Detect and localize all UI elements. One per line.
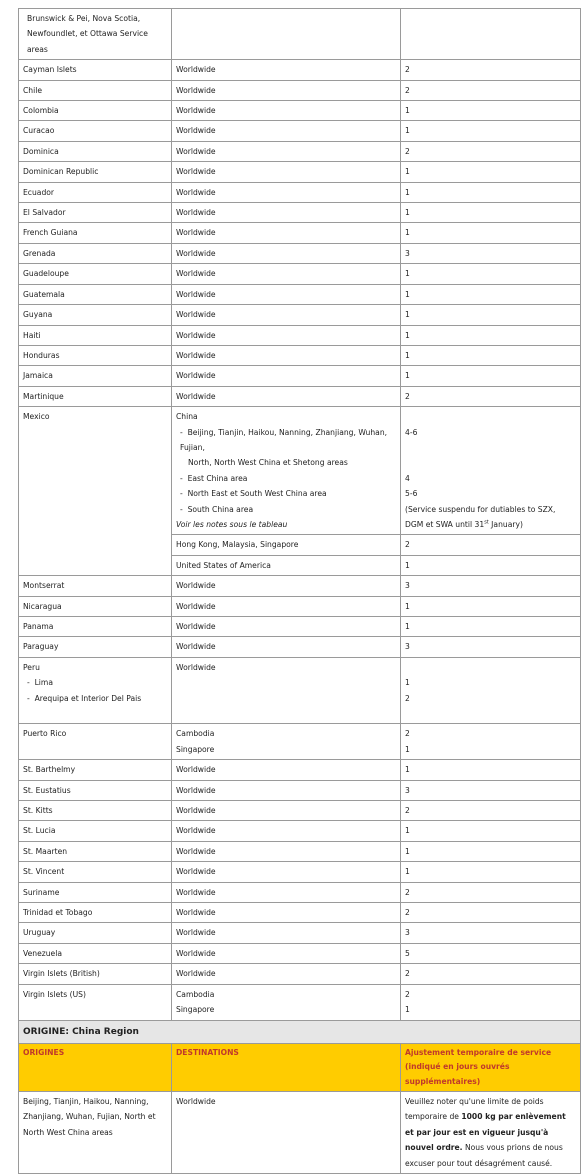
value-cell: 1 <box>401 121 581 141</box>
header-row <box>19 1043 581 1092</box>
destination-cell: Hong Kong, Malaysia, Singapore <box>172 535 401 555</box>
origin-cell: St. Kitts <box>19 801 172 821</box>
origin-cell <box>19 407 172 576</box>
origin-cell: Montserrat <box>19 576 172 596</box>
value-cell: 2 <box>401 535 581 555</box>
value-cell: 1 <box>401 596 581 616</box>
table-row <box>19 182 581 202</box>
destination-cell: Worldwide <box>172 780 401 800</box>
value-cell: 1 <box>401 162 581 182</box>
list-item <box>176 425 396 456</box>
destination-cell <box>172 9 401 60</box>
value-cell: 2 <box>401 80 581 100</box>
region-title: ORIGINE: China Region <box>19 1020 581 1043</box>
table-row <box>19 203 581 223</box>
table-row <box>19 101 581 121</box>
value-cell: 1 <box>401 821 581 841</box>
list-item <box>176 486 396 501</box>
table-row-china <box>19 1092 581 1174</box>
origin-cell: Paraguay <box>19 637 172 657</box>
value-cell: 3 <box>401 780 581 800</box>
value-cell: 1 <box>401 284 581 304</box>
table-row <box>19 801 581 821</box>
spacer <box>405 409 576 424</box>
table-row-virgin-us <box>19 984 581 1020</box>
cell-line: Peru <box>23 662 40 672</box>
list-item-text: North East et South West China area <box>187 489 327 499</box>
destination-cell: Worldwide <box>172 243 401 263</box>
origin-cell: Virgin Islets (British) <box>19 964 172 984</box>
destination-cell: Worldwide <box>172 576 401 596</box>
value-cell: 1 <box>401 345 581 365</box>
cell-line: China <box>176 412 198 422</box>
destination-cell: Worldwide <box>172 596 401 616</box>
origin-cell: Panama <box>19 617 172 637</box>
list-item <box>23 675 167 690</box>
origin-cell <box>19 9 172 60</box>
destination-cell: Worldwide <box>172 264 401 284</box>
origin-cell: St. Barthelmy <box>19 760 172 780</box>
destination-cell: Worldwide <box>172 821 401 841</box>
list-item-text: Lima <box>34 678 53 688</box>
table-row <box>19 80 581 100</box>
table-row <box>19 964 581 984</box>
value-cell: 1 <box>401 203 581 223</box>
table-row <box>19 821 581 841</box>
table-row <box>19 862 581 882</box>
value-cell: 3 <box>401 576 581 596</box>
origin-cell: Haiti <box>19 325 172 345</box>
table-row <box>19 9 581 60</box>
destination-cell: Worldwide <box>172 80 401 100</box>
table-row <box>19 305 581 325</box>
origin-cell: Jamaica <box>19 366 172 386</box>
list-item <box>176 471 396 486</box>
list-item-text: Beijing, Tianjin, Haikou, Nanning, Zhanjiang, Wuhan, Fujian, <box>180 427 388 452</box>
dash-marker: - <box>180 427 188 437</box>
list-item <box>176 502 396 517</box>
cell-line: Cambodia <box>176 989 215 999</box>
value-cell: 1 <box>401 555 581 575</box>
destination-cell: Worldwide <box>172 801 401 821</box>
origin-cell: St. Lucia <box>19 821 172 841</box>
destination-cell: Worldwide <box>172 964 401 984</box>
cell-line: Voir les notes sous le tableau <box>176 519 288 529</box>
value-cell: 1 <box>401 325 581 345</box>
value-cell <box>401 984 581 1020</box>
list-item-text: East China area <box>187 473 248 483</box>
value-cell: 3 <box>401 243 581 263</box>
value-cell: 2 <box>401 964 581 984</box>
destination-cell: Worldwide <box>172 657 401 724</box>
origin-line: Brunswick & Pei, Nova Scotia, <box>27 14 141 23</box>
destination-cell: Worldwide <box>172 101 401 121</box>
destination-cell: Worldwide <box>172 943 401 963</box>
value-cell: 1 <box>401 223 581 243</box>
destination-cell <box>172 724 401 760</box>
destination-cell: Worldwide <box>172 325 401 345</box>
origin-cell: Venezuela <box>19 943 172 963</box>
destination-cell: Worldwide <box>172 182 401 202</box>
table-row <box>19 223 581 243</box>
origin-cell: Suriname <box>19 882 172 902</box>
table-row <box>19 121 581 141</box>
table-row <box>19 923 581 943</box>
table-row <box>19 637 581 657</box>
value-cell: 2 <box>401 386 581 406</box>
destination-cell: Worldwide <box>172 60 401 80</box>
origin-cell: Trinidad et Tobago <box>19 903 172 923</box>
spacer <box>405 455 576 470</box>
cell-line: Singapore <box>176 1005 215 1015</box>
note-text: DGM et SWA until 31 <box>405 519 485 529</box>
destination-cell: Worldwide <box>172 637 401 657</box>
destination-cell: Worldwide <box>172 923 401 943</box>
destination-cell: Worldwide <box>172 141 401 161</box>
value-cell: 2 <box>401 882 581 902</box>
origin-cell: St. Maarten <box>19 841 172 861</box>
origin-cell: Martinique <box>19 386 172 406</box>
cell-line <box>405 517 576 532</box>
cell-line: North, North West China et Shetong areas <box>188 458 348 468</box>
cell-line: 2 <box>405 989 410 999</box>
note-sup: st <box>484 519 489 526</box>
origin-cell: St. Eustatius <box>19 780 172 800</box>
cell-line: 1 <box>405 678 410 688</box>
table-row-peru <box>19 657 581 724</box>
destination-cell: Worldwide <box>172 841 401 861</box>
cell-line: Mexico <box>23 412 50 422</box>
origin-cell: French Guiana <box>19 223 172 243</box>
value-cell: 1 <box>401 264 581 284</box>
destination-cell: Worldwide <box>172 284 401 304</box>
region-row <box>19 1020 581 1043</box>
value-cell: 3 <box>401 923 581 943</box>
origin-cell: Grenada <box>19 243 172 263</box>
destination-cell: Worldwide <box>172 862 401 882</box>
value-cell: 2 <box>401 141 581 161</box>
table-row <box>19 903 581 923</box>
cell-line: 4-6 <box>405 427 418 437</box>
destination-cell: Worldwide <box>172 760 401 780</box>
origin-cell: El Salvador <box>19 203 172 223</box>
notice-text: Veuillez noter qu'une limite de poids temporaire de <box>405 1097 544 1122</box>
table-row <box>19 596 581 616</box>
origin-cell: Dominica <box>19 141 172 161</box>
destination-cell <box>172 984 401 1020</box>
header-origins: ORIGINES <box>19 1043 172 1092</box>
destination-cell: Worldwide <box>172 162 401 182</box>
table-row <box>19 243 581 263</box>
cell-line: Cambodia <box>176 729 215 739</box>
value-cell: 2 <box>401 903 581 923</box>
destination-cell: Worldwide <box>172 1092 401 1174</box>
destination-cell: Worldwide <box>172 305 401 325</box>
value-cell: 3 <box>401 637 581 657</box>
spacer <box>23 706 167 721</box>
cell-line: 1 <box>405 1005 410 1015</box>
value-cell <box>401 407 581 535</box>
value-cell: 1 <box>401 760 581 780</box>
cell-line: 1 <box>405 744 410 754</box>
header-destinations: DESTINATIONS <box>172 1043 401 1092</box>
dash-marker: - <box>27 678 35 688</box>
table-row <box>19 760 581 780</box>
note-text: January) <box>488 519 523 529</box>
origin-cell: Guyana <box>19 305 172 325</box>
destination-cell: Worldwide <box>172 203 401 223</box>
list-item-text: South China area <box>187 504 254 514</box>
value-cell: 2 <box>401 60 581 80</box>
destination-cell: Worldwide <box>172 617 401 637</box>
notice-text: Nous vous prions de nous excuser pour tout désagrément causé. <box>405 1143 563 1168</box>
origin-cell: Uruguay <box>19 923 172 943</box>
value-cell: 1 <box>401 182 581 202</box>
spacer <box>405 660 576 675</box>
origin-cell: Colombia <box>19 101 172 121</box>
origin-cell: Nicaragua <box>19 596 172 616</box>
origin-cell: Curacao <box>19 121 172 141</box>
destination-cell: Worldwide <box>172 366 401 386</box>
table-row <box>19 882 581 902</box>
dash-marker: - <box>180 504 188 514</box>
origin-cell: Guadeloupe <box>19 264 172 284</box>
cell-line: Singapore <box>176 744 215 754</box>
origin-cell: St. Vincent <box>19 862 172 882</box>
dash-marker: - <box>27 693 35 703</box>
table-row <box>19 943 581 963</box>
list-item <box>23 691 167 706</box>
origin-cell <box>19 657 172 724</box>
origin-cell: Dominican Republic <box>19 162 172 182</box>
origin-cell: Beijing, Tianjin, Haikou, Nanning, Zhanjiang, Wuhan, Fujian, North et North West China areas <box>19 1092 172 1174</box>
value-cell: 1 <box>401 305 581 325</box>
destination-cell: Worldwide <box>172 345 401 365</box>
destination-cell: Worldwide <box>172 903 401 923</box>
spacer <box>405 440 576 455</box>
table-row <box>19 284 581 304</box>
cell-line: 2 <box>405 693 410 703</box>
cell-line: 4 <box>405 473 410 483</box>
dash-marker: - <box>180 489 188 499</box>
origin-cell: Puerto Rico <box>19 724 172 760</box>
table-row <box>19 345 581 365</box>
value-cell: 1 <box>401 841 581 861</box>
cell-line: 5-6 <box>405 489 418 499</box>
table-row <box>19 386 581 406</box>
value-cell <box>401 657 581 724</box>
list-item-text: Arequipa et Interior Del Pais <box>34 693 142 703</box>
value-cell <box>401 724 581 760</box>
origin-cell: Virgin Islets (US) <box>19 984 172 1020</box>
table-row <box>19 264 581 284</box>
value-cell: 1 <box>401 862 581 882</box>
value-cell: 1 <box>401 101 581 121</box>
table-row <box>19 617 581 637</box>
table-row <box>19 162 581 182</box>
origin-cell: Honduras <box>19 345 172 365</box>
origin-line: Newfoundlet, et Ottawa Service areas <box>27 29 148 54</box>
dash-marker: - <box>180 473 188 483</box>
table-row <box>19 841 581 861</box>
table-row <box>19 141 581 161</box>
destination-cell <box>172 407 401 535</box>
table-row <box>19 780 581 800</box>
table-row-puerto-rico <box>19 724 581 760</box>
destination-cell: United States of America <box>172 555 401 575</box>
table-row-mexico <box>19 407 581 535</box>
cell-line: 2 <box>405 729 410 739</box>
service-table <box>18 8 581 1174</box>
value-cell: 1 <box>401 617 581 637</box>
value-cell <box>401 9 581 60</box>
origin-cell: Ecuador <box>19 182 172 202</box>
value-cell: 5 <box>401 943 581 963</box>
table-row <box>19 325 581 345</box>
table-row <box>19 576 581 596</box>
header-adjustment: Ajustement temporaire de service (indiqué en jours ouvrés supplémentaires) <box>401 1043 581 1092</box>
destination-cell: Worldwide <box>172 121 401 141</box>
notice-bold: 1000 kg par enlèvement et par jour est en vigueur jusqu'à nouvel ordre. <box>405 1112 566 1153</box>
cell-line: (Service suspendu for dutiables to SZX, <box>405 504 556 514</box>
origin-cell: Chile <box>19 80 172 100</box>
value-cell: 1 <box>401 366 581 386</box>
origin-cell: Guatemala <box>19 284 172 304</box>
destination-cell: Worldwide <box>172 223 401 243</box>
destination-cell: Worldwide <box>172 882 401 902</box>
value-cell: 2 <box>401 801 581 821</box>
table-row <box>19 366 581 386</box>
value-cell <box>401 1092 581 1174</box>
destination-cell: Worldwide <box>172 386 401 406</box>
table-row <box>19 60 581 80</box>
origin-cell: Cayman Islets <box>19 60 172 80</box>
